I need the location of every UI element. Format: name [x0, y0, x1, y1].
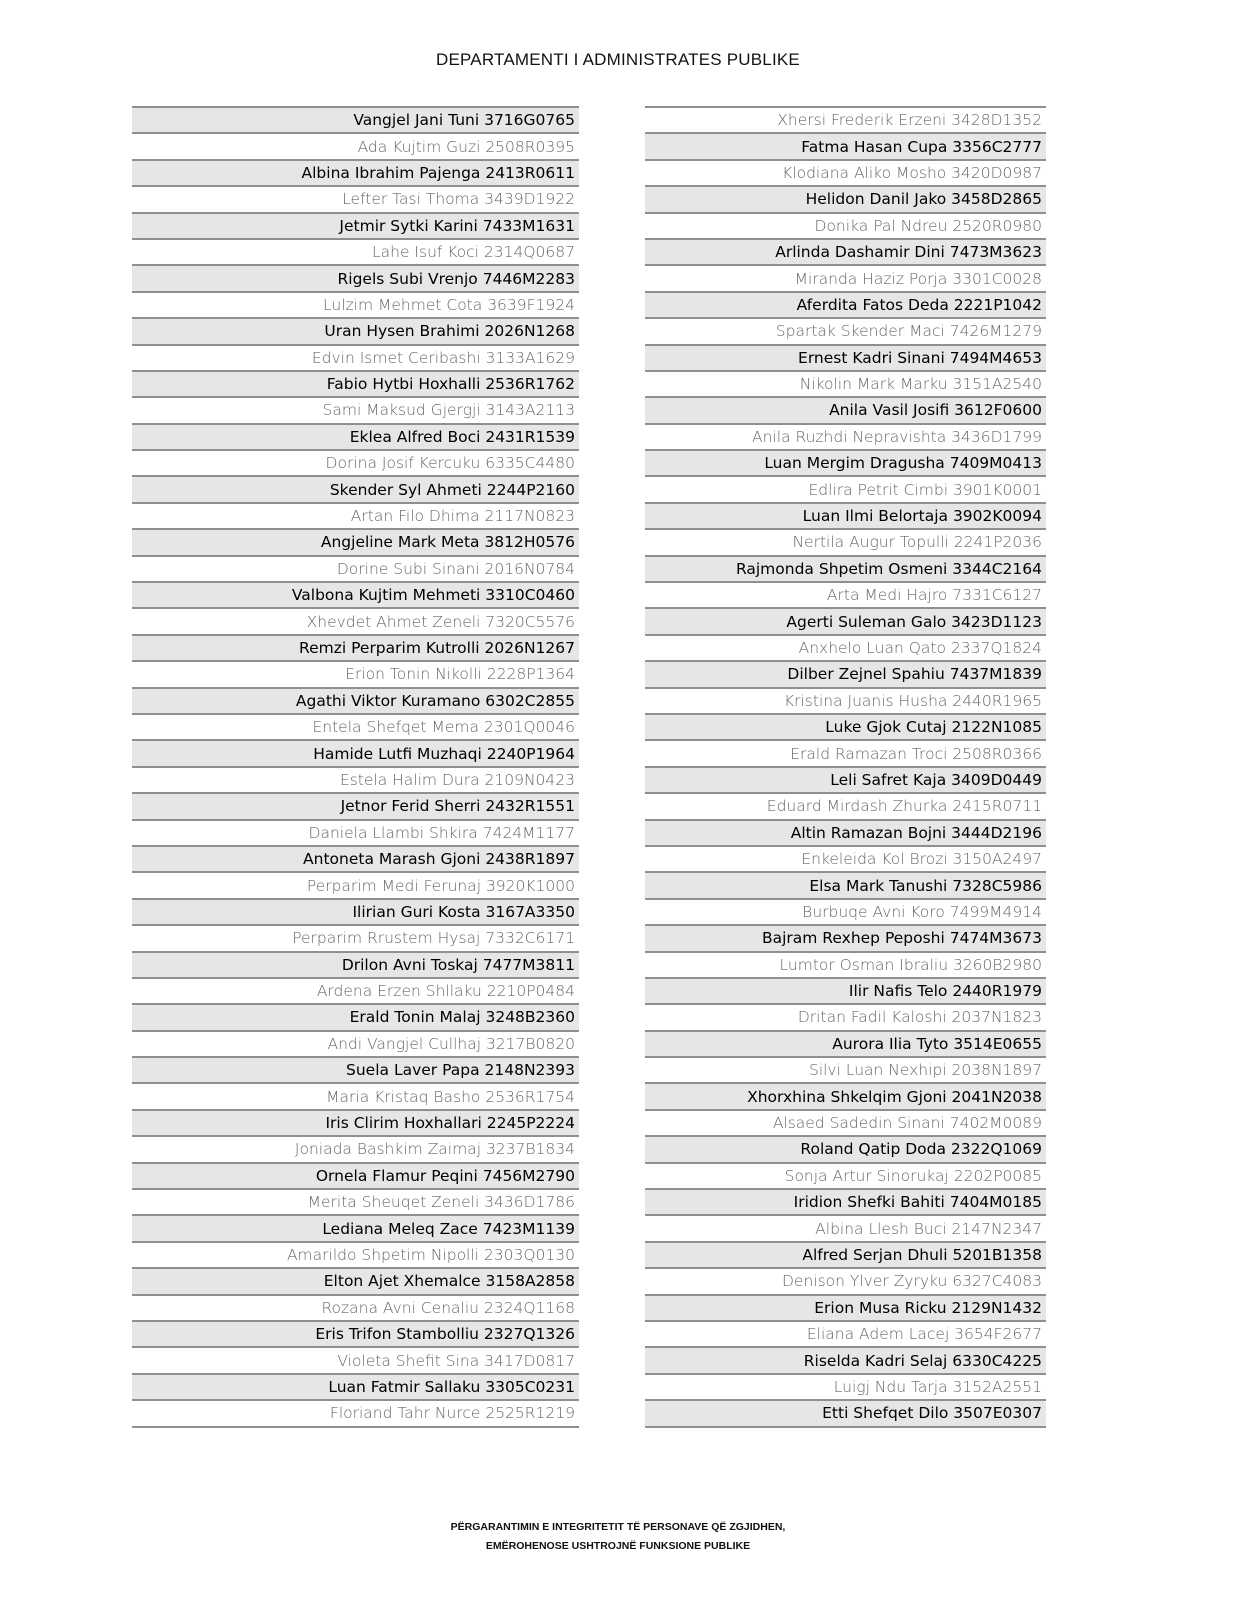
list-item: Kristina Juanis Husha 2440R1965 — [645, 687, 1046, 713]
list-item: Dorina Josif Kercuku 6335C4480 — [132, 449, 579, 475]
list-item: Eduard Mirdash Zhurka 2415R0711 — [645, 792, 1046, 818]
list-item: Altin Ramazan Bojni 3444D2196 — [645, 819, 1046, 845]
list-item: Erald Tonin Malaj 3248B2360 — [132, 1003, 579, 1029]
list-item: Dorine Subi Sinani 2016N0784 — [132, 555, 579, 581]
list-item: Silvi Luan Nexhipi 2038N1897 — [645, 1056, 1046, 1082]
list-item: Floriand Tahr Nurce 2525R1219 — [132, 1399, 579, 1425]
list-item: Etti Shefqet Dilo 3507E0307 — [645, 1399, 1046, 1425]
list-item: Uran Hysen Brahimi 2026N1268 — [132, 317, 579, 343]
list-item: Donika Pal Ndreu 2520R0980 — [645, 212, 1046, 238]
list-item: Spartak Skender Maci 7426M1279 — [645, 317, 1046, 343]
list-item: Aurora Ilia Tyto 3514E0655 — [645, 1030, 1046, 1056]
list-item: Lumtor Osman Ibraliu 3260B2980 — [645, 951, 1046, 977]
list-item: Eris Trifon Stambolliu 2327Q1326 — [132, 1320, 579, 1346]
list-item: Daniela Llambi Shkira 7424M1177 — [132, 819, 579, 845]
list-item: Skender Syl Ahmeti 2244P2160 — [132, 475, 579, 501]
list-item: Perparim Rrustem Hysaj 7332C6171 — [132, 924, 579, 950]
list-item: Denison Ylver Zyryku 6327C4083 — [645, 1267, 1046, 1293]
list-item: Ornela Flamur Peqini 7456M2790 — [132, 1162, 579, 1188]
list-item: Drilon Avni Toskaj 7477M3811 — [132, 951, 579, 977]
list-item: Maria Kristaq Basho 2536R1754 — [132, 1082, 579, 1108]
list-item: Lahe Isuf Koci 2314Q0687 — [132, 238, 579, 264]
list-item: Dritan Fadil Kaloshi 2037N1823 — [645, 1003, 1046, 1029]
list-item: Perparim Medi Ferunaj 3920K1000 — [132, 871, 579, 897]
list-item: Helidon Danil Jako 3458D2865 — [645, 185, 1046, 211]
list-item: Amarildo Shpetim Nipolli 2303Q0130 — [132, 1241, 579, 1267]
list-item: Rozana Avni Cenaliu 2324Q1168 — [132, 1294, 579, 1320]
list-item: Lediana Meleq Zace 7423M1139 — [132, 1214, 579, 1240]
list-item: Sonja Artur Sinorukaj 2202P0085 — [645, 1162, 1046, 1188]
list-item: Arlinda Dashamir Dini 7473M3623 — [645, 238, 1046, 264]
list-item: Jetnor Ferid Sherri 2432R1551 — [132, 792, 579, 818]
list-item: Xhersi Frederik Erzeni 3428D1352 — [645, 106, 1046, 132]
list-item: Xhevdet Ahmet Zeneli 7320C5576 — [132, 607, 579, 633]
list-item: Lulzim Mehmet Cota 3639F1924 — [132, 291, 579, 317]
list-item: Entela Shefqet Mema 2301Q0046 — [132, 713, 579, 739]
footer-line-1: PËRGARANTIMIN E INTEGRITETIT TË PERSONAVE QË ZGJIDHEN, — [450, 1521, 786, 1533]
list-end-rule — [645, 1426, 1046, 1428]
list-item: Estela Halim Dura 2109N0423 — [132, 766, 579, 792]
list-item: Valbona Kujtim Mehmeti 3310C0460 — [132, 581, 579, 607]
list-item: Remzi Perparim Kutrolli 2026N1267 — [132, 634, 579, 660]
list-item: Arta Medi Hajro 7331C6127 — [645, 581, 1046, 607]
list-item: Anila Ruzhdi Nepravishta 3436D1799 — [645, 423, 1046, 449]
list-item: Luan Ilmi Belortaja 3902K0094 — [645, 502, 1046, 528]
list-item: Riselda Kadri Selaj 6330C4225 — [645, 1346, 1046, 1372]
list-item: Sami Maksud Gjergji 3143A2113 — [132, 396, 579, 422]
list-item: Suela Laver Papa 2148N2393 — [132, 1056, 579, 1082]
name-list-right — [645, 106, 1046, 1428]
list-item: Alfred Serjan Dhuli 5201B1358 — [645, 1241, 1046, 1267]
list-item: Hamide Lutfi Muzhaqi 2240P1964 — [132, 739, 579, 765]
list-item: Iridion Shefki Bahiti 7404M0185 — [645, 1188, 1046, 1214]
list-item: Enkeleida Kol Brozi 3150A2497 — [645, 845, 1046, 871]
list-item: Klodiana Aliko Mosho 3420D0987 — [645, 159, 1046, 185]
list-item: Leli Safret Kaja 3409D0449 — [645, 766, 1046, 792]
list-item: Alsaed Sadedin Sinani 7402M0089 — [645, 1109, 1046, 1135]
list-item: Violeta Shefit Sina 3417D0817 — [132, 1346, 579, 1372]
list-item: Bajram Rexhep Peposhi 7474M3673 — [645, 924, 1046, 950]
list-item: Iris Clirim Hoxhallari 2245P2224 — [132, 1109, 579, 1135]
list-item: Albina Ibrahim Pajenga 2413R0611 — [132, 159, 579, 185]
list-item: Agathi Viktor Kuramano 6302C2855 — [132, 687, 579, 713]
list-item: Rajmonda Shpetim Osmeni 3344C2164 — [645, 555, 1046, 581]
list-item: Anila Vasil Josifi 3612F0600 — [645, 396, 1046, 422]
list-item: Burbuqe Avni Koro 7499M4914 — [645, 898, 1046, 924]
list-item: Ada Kujtim Guzi 2508R0395 — [132, 132, 579, 158]
list-item: Jetmir Sytki Karini 7433M1631 — [132, 212, 579, 238]
list-item: Nertila Augur Topulli 2241P2036 — [645, 528, 1046, 554]
list-item: Albina Llesh Buci 2147N2347 — [645, 1214, 1046, 1240]
list-item: Erion Tonin Nikolli 2228P1364 — [132, 660, 579, 686]
list-item: Aferdita Fatos Deda 2221P1042 — [645, 291, 1046, 317]
list-item: Erald Ramazan Troci 2508R0366 — [645, 739, 1046, 765]
list-item: Angjeline Mark Meta 3812H0576 — [132, 528, 579, 554]
list-end-rule — [132, 1426, 579, 1428]
list-item: Artan Filo Dhima 2117N0823 — [132, 502, 579, 528]
list-item: Antoneta Marash Gjoni 2438R1897 — [132, 845, 579, 871]
list-item: Luigj Ndu Tarja 3152A2551 — [645, 1373, 1046, 1399]
list-item: Merita Sheuqet Zeneli 3436D1786 — [132, 1188, 579, 1214]
list-item: Fabio Hytbi Hoxhalli 2536R1762 — [132, 370, 579, 396]
list-item: Luke Gjok Cutaj 2122N1085 — [645, 713, 1046, 739]
footer — [0, 1518, 1236, 1556]
list-item: Ilirian Guri Kosta 3167A3350 — [132, 898, 579, 924]
list-item: Eklea Alfred Boci 2431R1539 — [132, 423, 579, 449]
list-item: Vangjel Jani Tuni 3716G0765 — [132, 106, 579, 132]
list-item: Eliana Adem Lacej 3654F2677 — [645, 1320, 1046, 1346]
list-item: Edvin Ismet Ceribashi 3133A1629 — [132, 344, 579, 370]
footer-line-2: EMËROHENOSE USHTROJNË FUNKSIONE PUBLIKE — [485, 1540, 751, 1552]
list-item: Rigels Subi Vrenjo 7446M2283 — [132, 264, 579, 290]
list-item: Joniada Bashkim Zaimaj 3237B1834 — [132, 1135, 579, 1161]
name-list-left — [132, 106, 579, 1428]
list-item: Luan Mergim Dragusha 7409M0413 — [645, 449, 1046, 475]
list-item: Roland Qatip Doda 2322Q1069 — [645, 1135, 1046, 1161]
list-item: Ilir Nafis Telo 2440R1979 — [645, 977, 1046, 1003]
list-item: Anxhelo Luan Qato 2337Q1824 — [645, 634, 1046, 660]
list-item: Miranda Haziz Porja 3301C0028 — [645, 264, 1046, 290]
list-item: Dilber Zejnel Spahiu 7437M1839 — [645, 660, 1046, 686]
list-item: Nikolin Mark Marku 3151A2540 — [645, 370, 1046, 396]
list-item: Elton Ajet Xhemalce 3158A2858 — [132, 1267, 579, 1293]
list-item: Ardena Erzen Shllaku 2210P0484 — [132, 977, 579, 1003]
list-item: Ernest Kadri Sinani 7494M4653 — [645, 344, 1046, 370]
page-title: DEPARTAMENTI I ADMINISTRATES PUBLIKE — [436, 50, 800, 69]
list-item: Xhorxhina Shkelqim Gjoni 2041N2038 — [645, 1082, 1046, 1108]
list-item: Fatma Hasan Cupa 3356C2777 — [645, 132, 1046, 158]
list-item: Erion Musa Ricku 2129N1432 — [645, 1294, 1046, 1320]
list-item: Elsa Mark Tanushi 7328C5986 — [645, 871, 1046, 897]
list-item: Andi Vangjel Cullhaj 3217B0820 — [132, 1030, 579, 1056]
list-item: Edlira Petrit Cimbi 3901K0001 — [645, 475, 1046, 501]
list-item: Luan Fatmir Sallaku 3305C0231 — [132, 1373, 579, 1399]
list-item: Lefter Tasi Thoma 3439D1922 — [132, 185, 579, 211]
list-item: Agerti Suleman Galo 3423D1123 — [645, 607, 1046, 633]
